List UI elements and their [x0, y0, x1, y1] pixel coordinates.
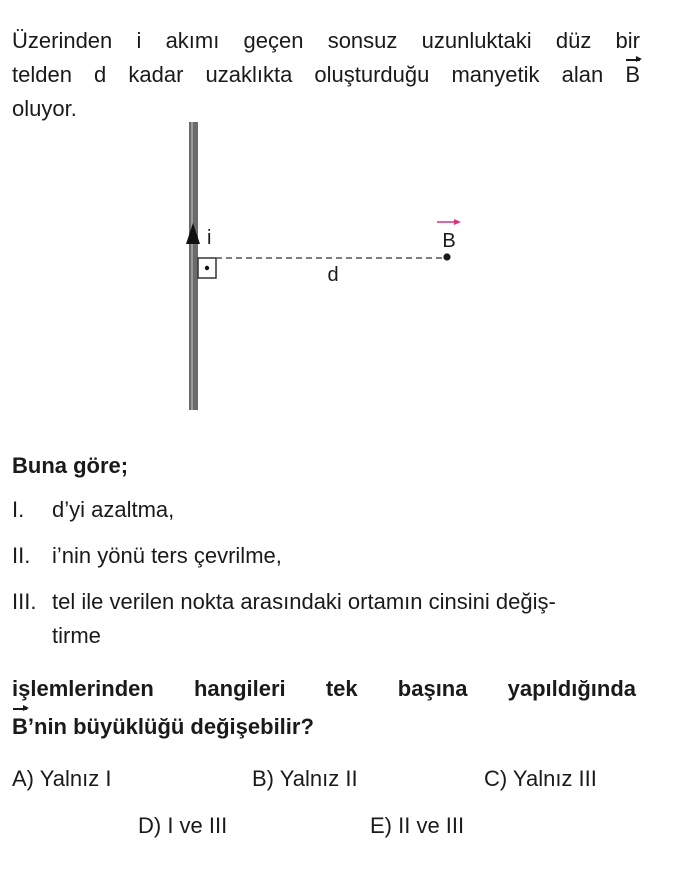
question-line-2-text: ’nin büyüklüğü değişebilir? — [27, 714, 314, 739]
option-e[interactable]: E) II ve III — [370, 813, 465, 838]
stem-line-3: oluyor. — [12, 96, 77, 121]
option-a[interactable]: A) Yalnız I — [12, 766, 112, 791]
statement-numeral: II. — [12, 543, 31, 568]
question-prompt — [12, 670, 636, 746]
option-c[interactable]: C) Yalnız III — [484, 766, 597, 791]
wire-highlight — [191, 122, 193, 410]
stem-line-1: Üzerinden i akımı geçen sonsuz uzunluktaki düz bir — [12, 28, 640, 53]
statements-heading: Buna göre; — [12, 453, 129, 478]
option-b[interactable]: B) Yalnız II — [252, 766, 358, 791]
distance-label: d — [327, 264, 339, 286]
stem-line-2 — [12, 58, 640, 92]
statement-1 — [12, 493, 174, 527]
statement-2 — [12, 539, 282, 573]
question-stem — [12, 24, 640, 126]
field-vector-arrowhead-icon — [454, 219, 461, 225]
question-line-1: işlemlerinden hangileri tek başına yapıldığında — [12, 676, 636, 701]
statement-text-continuation: tirme — [52, 623, 101, 648]
statement-text: i’nin yönü ters çevrilme, — [52, 543, 282, 568]
stem-line-2-text: telden d kadar uzaklıkta oluşturduğu manyetik alan — [12, 62, 604, 87]
current-arrow-icon — [186, 223, 200, 244]
option-d[interactable]: D) I ve III — [138, 813, 228, 838]
field-label: B — [442, 230, 456, 252]
field-point — [443, 253, 450, 260]
question-line-2 — [12, 708, 636, 746]
statement-numeral: I. — [12, 497, 25, 522]
vector-b-symbol: B — [625, 58, 640, 92]
right-angle-marker — [198, 258, 216, 278]
statement-3 — [12, 585, 652, 653]
statement-numeral: III. — [12, 589, 37, 614]
right-angle-dot — [205, 266, 209, 270]
statement-text: tel ile verilen nokta arasındaki ortamın cinsini değiş- — [52, 589, 556, 614]
statement-text: d’yi azaltma, — [52, 497, 175, 522]
vector-b-symbol: B — [12, 708, 28, 746]
current-label: i — [207, 227, 212, 249]
wire — [189, 122, 198, 410]
